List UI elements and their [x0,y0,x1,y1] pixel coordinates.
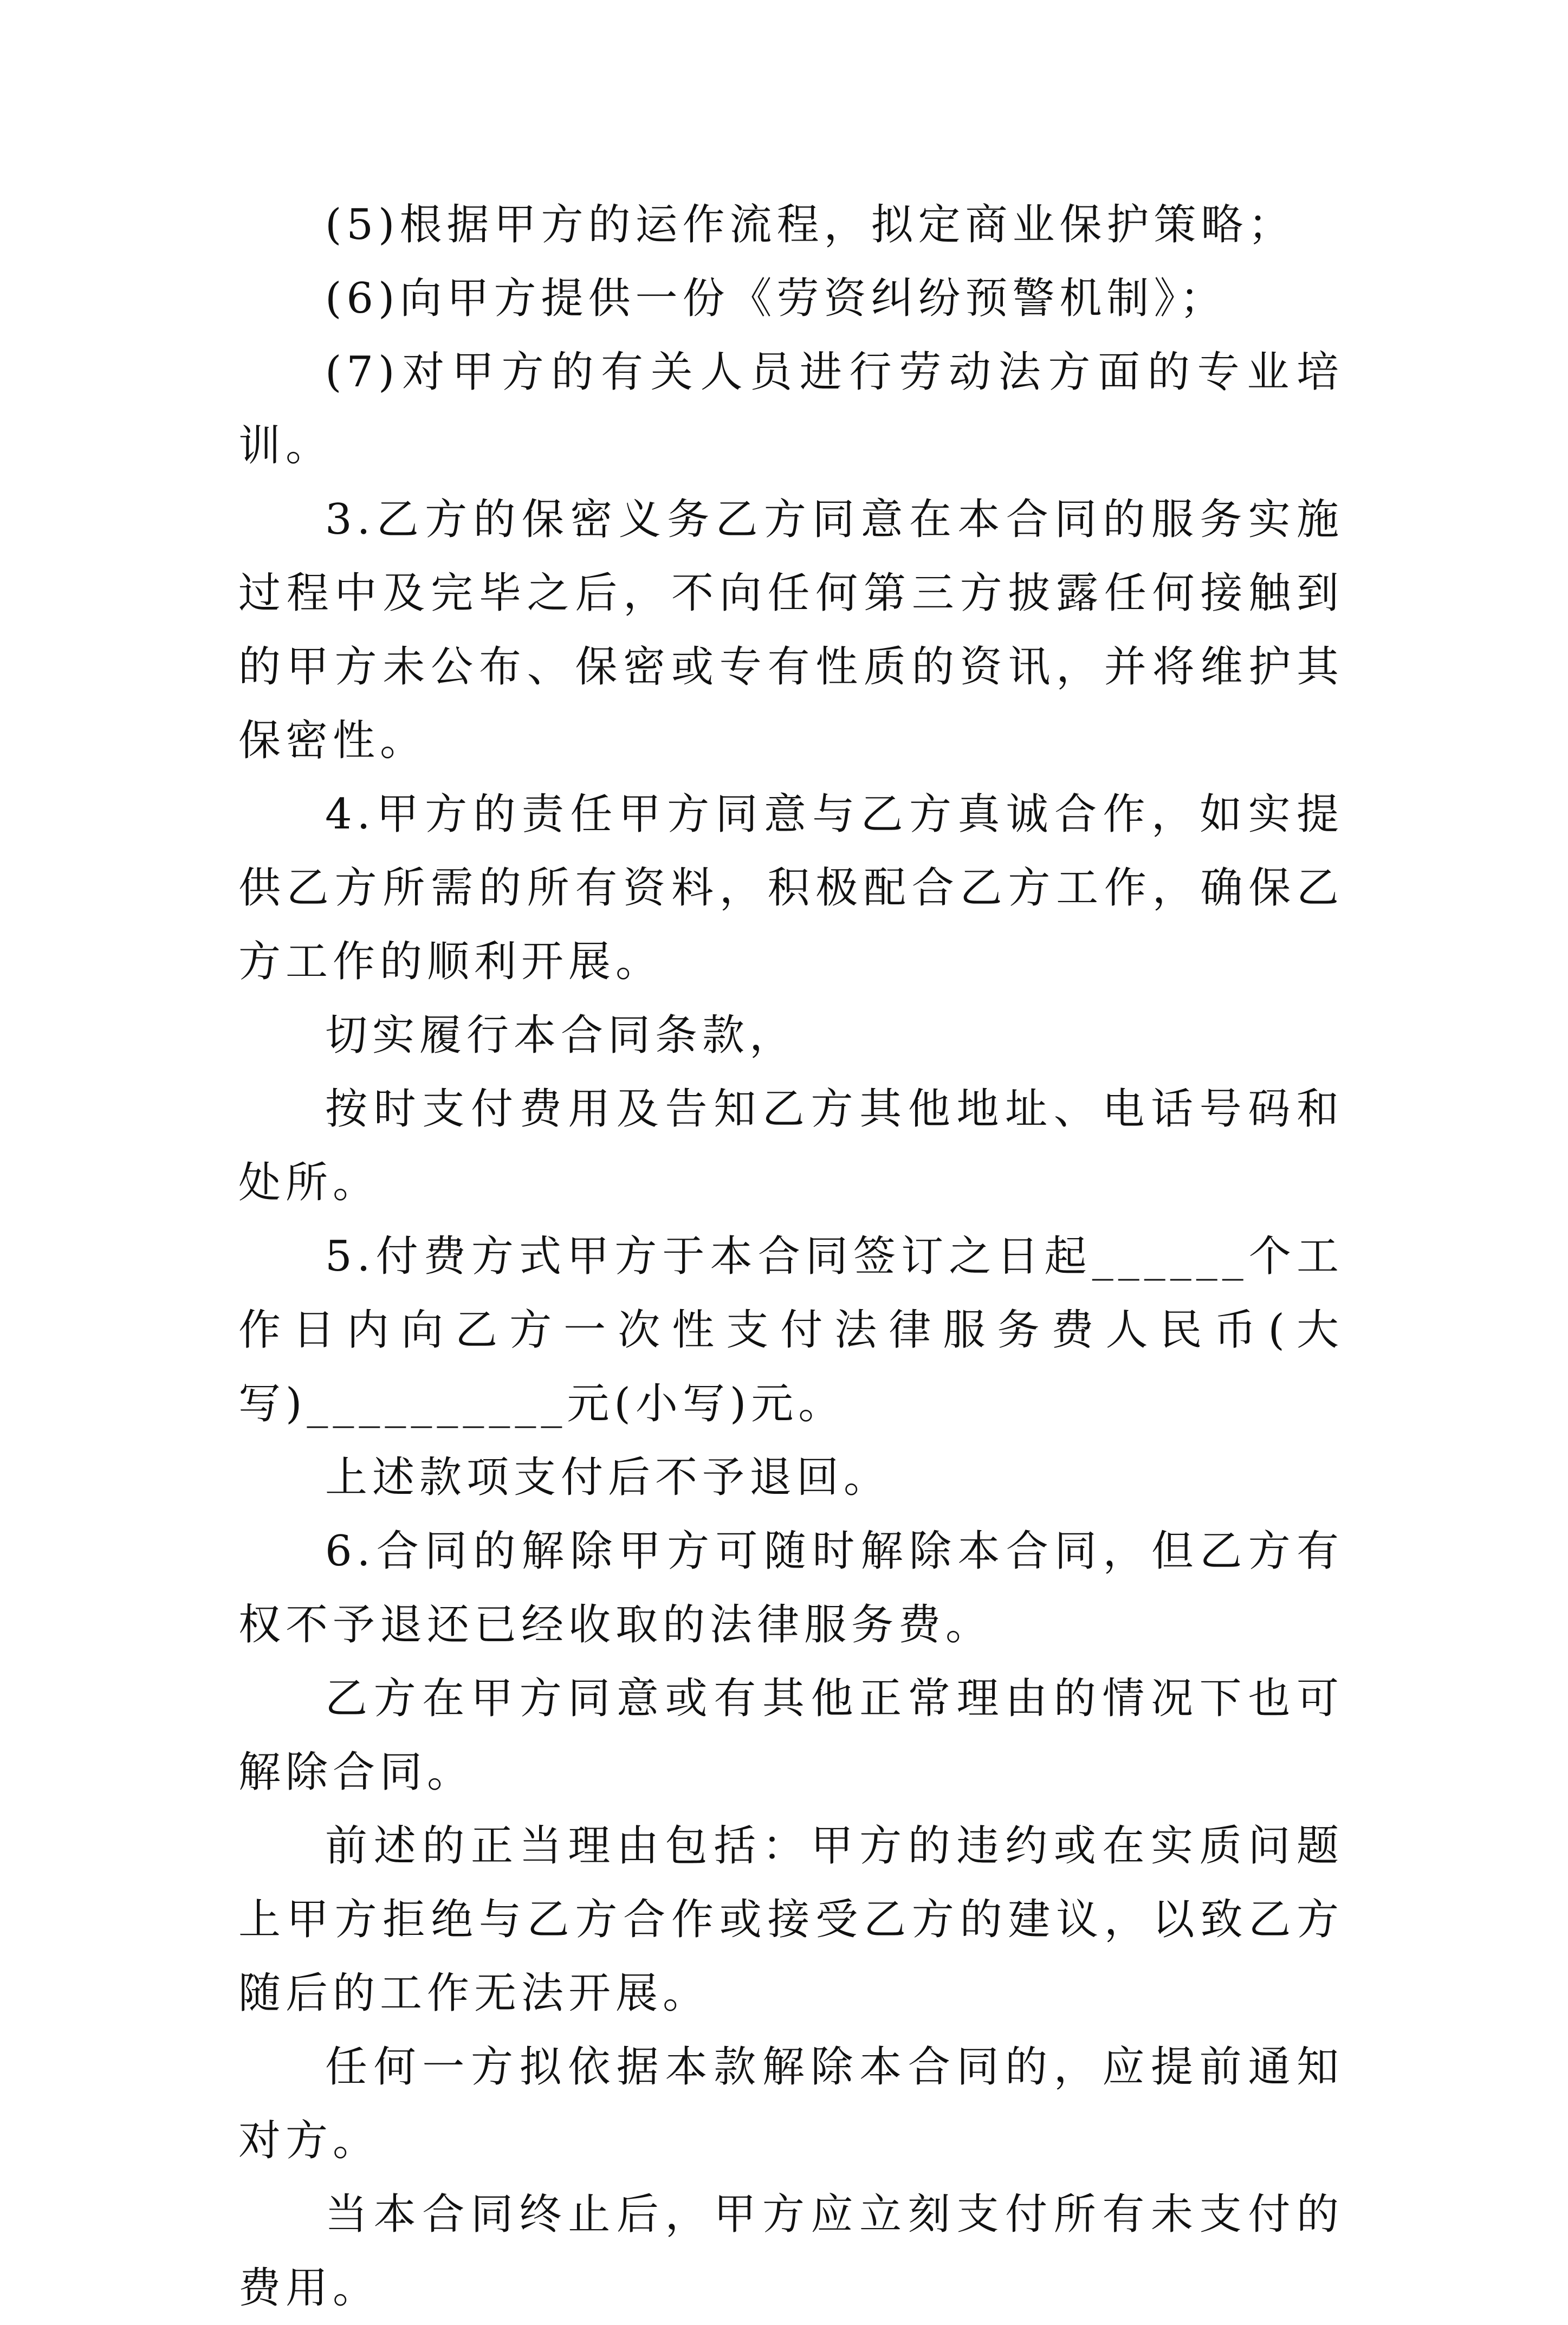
paragraph-14: 当本合同终止后，甲方应立刻支付所有未支付的费用。 [238,2190,1344,2313]
paragraph-10: 6.合同的解除甲方可随时解除本合同，但乙方有权不予退还已经收取的法律服务费。 [238,1527,1344,1649]
paragraph-12: 前述的正当理由包括：甲方的违约或在实质问题上甲方拒绝与乙方合作或接受乙方的建议，以致乙方随后的工作无法开展。 [238,1822,1344,2018]
paragraph-13: 任何一方拟依据本款解除本合同的，应提前通知对方。 [238,2043,1344,2165]
paragraph-4: 3.乙方的保密义务乙方同意在本合同的服务实施过程中及完毕之后，不向任何第三方披露任何接触到的甲方未公布、保密或专有性质的资讯，并将维护其保密性。 [238,495,1344,765]
document-body [238,188,1344,2325]
paragraph-5: 4.甲方的责任甲方同意与乙方真诚合作，如实提供乙方所需的所有资料，积极配合乙方工作，确保乙方工作的顺利开展。 [238,790,1344,986]
paragraph-2: (6)向甲方提供一份《劳资纠纷预警机制》； [325,274,1227,323]
paragraph-11: 乙方在甲方同意或有其他正常理由的情况下也可解除合同。 [238,1674,1344,1797]
paragraph-8: 5.付费方式甲方于本合同签订之日起______个工作日内向乙方一次性支付法律服务费人民币(大写)__________元(小写)元。 [238,1232,1344,1428]
paragraph-7: 按时支付费用及告知乙方其他地址、电话号码和处所。 [238,1085,1344,1207]
paragraph-3: (7)对甲方的有关人员进行劳动法方面的专业培训。 [238,348,1344,470]
paragraph-1: (5)根据甲方的运作流程，拟定商业保护策略； [325,200,1295,249]
paragraph-9: 上述款项支付后不予退回。 [325,1453,891,1502]
paragraph-6: 切实履行本合同条款， [325,1011,797,1060]
